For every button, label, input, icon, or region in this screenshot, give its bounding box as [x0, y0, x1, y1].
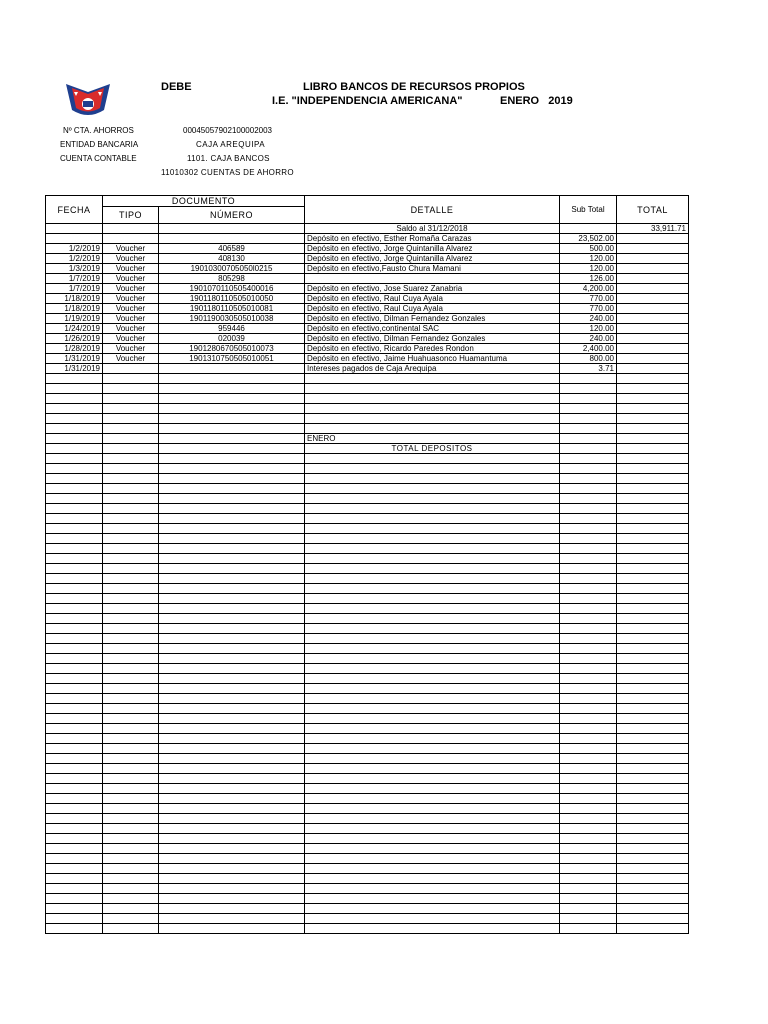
empty-row: [46, 754, 689, 764]
empty-row: [46, 684, 689, 694]
account-number-label: Nº CTA. AHORROS: [63, 126, 134, 135]
empty-row: [46, 844, 689, 854]
opening-balance-row: [46, 224, 689, 234]
row-fecha: 1/7/2019: [46, 274, 103, 284]
empty-row: [46, 814, 689, 824]
row-fecha: 1/24/2019: [46, 324, 103, 334]
empty-row: [46, 414, 689, 424]
col-fecha: FECHA: [46, 196, 103, 224]
empty-row: [46, 864, 689, 874]
empty-row: [46, 554, 689, 564]
row-detalle: Depósito en efectivo, Raul Cuya Ayala: [305, 294, 560, 304]
empty-row: [46, 504, 689, 514]
row-tipo: Voucher: [103, 324, 159, 334]
row-total: [617, 284, 689, 294]
ledger-row: [46, 354, 689, 364]
row-detalle: Depósito en efectivo, Dilman Fernandez Gonzales: [305, 334, 560, 344]
ledger-row: [46, 294, 689, 304]
row-numero: 1901310750505010051: [159, 354, 305, 364]
row-subtotal: 120.00: [560, 254, 617, 264]
row-detalle: Depósito en efectivo, Dilman Fernandez Gonzales: [305, 314, 560, 324]
empty-row: [46, 594, 689, 604]
row-fecha: 1/3/2019: [46, 264, 103, 274]
row-numero: 805298: [159, 274, 305, 284]
empty-row: [46, 574, 689, 584]
row-total: [617, 324, 689, 334]
ledger-title: LIBRO BANCOS DE RECURSOS PROPIOS: [303, 81, 525, 93]
row-numero: 19010300705050l0215: [159, 264, 305, 274]
row-numero: 020039: [159, 334, 305, 344]
empty-row: [46, 774, 689, 784]
row-subtotal: 770.00: [560, 294, 617, 304]
row-tipo: Voucher: [103, 244, 159, 254]
ledger-row: [46, 234, 689, 244]
empty-row: [46, 374, 689, 384]
empty-row: [46, 704, 689, 714]
empty-row: [46, 654, 689, 664]
ledger-row: [46, 314, 689, 324]
row-total: [617, 234, 689, 244]
empty-row: [46, 714, 689, 724]
row-tipo: Voucher: [103, 274, 159, 284]
empty-row: [46, 514, 689, 524]
row-subtotal: 240.00: [560, 334, 617, 344]
row-subtotal: 4,200.00: [560, 284, 617, 294]
ledger-row: [46, 264, 689, 274]
row-subtotal: 240.00: [560, 314, 617, 324]
row-tipo: [103, 364, 159, 374]
row-fecha: 1/28/2019: [46, 344, 103, 354]
empty-row: [46, 584, 689, 594]
empty-row: [46, 854, 689, 864]
row-total: [617, 344, 689, 354]
row-numero: 1901280670505010073: [159, 344, 305, 354]
empty-row: [46, 404, 689, 414]
summary-month: ENERO: [305, 434, 560, 444]
summary-total-label: TOTAL DEPOSITOS: [305, 444, 560, 454]
row-numero: 1901180110505010050: [159, 294, 305, 304]
col-detalle: DETALLE: [305, 196, 560, 224]
row-subtotal: 800.00: [560, 354, 617, 364]
empty-row: [46, 614, 689, 624]
row-tipo: Voucher: [103, 254, 159, 264]
header-row-1: [46, 196, 689, 207]
row-total: [617, 294, 689, 304]
empty-row: [46, 494, 689, 504]
empty-row: [46, 674, 689, 684]
row-subtotal: 500.00: [560, 244, 617, 254]
row-subtotal: 120.00: [560, 264, 617, 274]
ledger-row: [46, 274, 689, 284]
empty-row: [46, 484, 689, 494]
institution-name: I.E. "INDEPENDENCIA AMERICANA": [272, 95, 463, 107]
row-tipo: Voucher: [103, 354, 159, 364]
row-tipo: Voucher: [103, 264, 159, 274]
opening-balance-label: Saldo al 31/12/2018: [305, 224, 560, 234]
row-subtotal: 126.00: [560, 274, 617, 284]
row-numero: 408130: [159, 254, 305, 264]
col-tipo: TIPO: [103, 207, 159, 224]
ledger-period: ENERO 2019: [500, 95, 573, 107]
empty-row: [46, 744, 689, 754]
empty-row: [46, 634, 689, 644]
row-fecha: 1/2/2019: [46, 244, 103, 254]
empty-row: [46, 694, 689, 704]
summary-month-row: [46, 434, 689, 444]
row-fecha: 1/7/2019: [46, 284, 103, 294]
empty-row: [46, 384, 689, 394]
ledger-side: DEBE: [161, 81, 192, 93]
empty-row: [46, 424, 689, 434]
row-numero: 406589: [159, 244, 305, 254]
bank-name: CAJA AREQUIPA: [196, 140, 266, 149]
row-numero: [159, 364, 305, 374]
empty-row: [46, 564, 689, 574]
empty-row: [46, 784, 689, 794]
school-crest-logo: [64, 80, 112, 120]
row-total: [617, 364, 689, 374]
row-detalle: Depósito en efectivo, Jorge Quintanilla Alvarez: [305, 254, 560, 264]
row-detalle: Depósito en efectivo, Esther Romaña Carazas: [305, 234, 560, 244]
row-numero: 1901180110505010081: [159, 304, 305, 314]
row-detalle: Depósito en efectivo, Jaime Huahuasonco Huamantuma: [305, 354, 560, 364]
row-subtotal: 120.00: [560, 324, 617, 334]
empty-row: [46, 824, 689, 834]
empty-row: [46, 544, 689, 554]
row-fecha: 1/19/2019: [46, 314, 103, 324]
row-total: [617, 304, 689, 314]
col-total: TOTAL: [617, 196, 689, 224]
empty-row: [46, 884, 689, 894]
accounting-account: 1101. CAJA BANCOS: [187, 154, 270, 163]
row-total: [617, 254, 689, 264]
row-tipo: Voucher: [103, 344, 159, 354]
ledger-table: [45, 195, 689, 934]
row-numero: 1901070110505400016: [159, 284, 305, 294]
row-subtotal: 770.00: [560, 304, 617, 314]
row-detalle: Depósito en efectivo,Fausto Chura Mamani: [305, 264, 560, 274]
row-numero: 1901190030505010038: [159, 314, 305, 324]
row-total: [617, 354, 689, 364]
row-fecha: 1/26/2019: [46, 334, 103, 344]
savings-subaccount: 11010302 CUENTAS DE AHORRO: [161, 168, 294, 177]
ledger-row: [46, 324, 689, 334]
empty-row: [46, 804, 689, 814]
empty-row: [46, 534, 689, 544]
row-detalle: [305, 274, 560, 284]
empty-row: [46, 394, 689, 404]
row-detalle: Depósito en efectivo, Jorge Quintanilla Alvarez: [305, 244, 560, 254]
empty-row: [46, 724, 689, 734]
row-detalle: Depósito en efectivo, Raul Cuya Ayala: [305, 304, 560, 314]
row-fecha: 1/31/2019: [46, 364, 103, 374]
ledger-row: [46, 344, 689, 354]
row-fecha: 1/18/2019: [46, 294, 103, 304]
col-subtotal: Sub Total: [560, 196, 617, 224]
row-subtotal: 2,400.00: [560, 344, 617, 354]
empty-row: [46, 904, 689, 914]
row-total: [617, 244, 689, 254]
row-fecha: 1/31/2019: [46, 354, 103, 364]
empty-row: [46, 454, 689, 464]
ledger-row: [46, 334, 689, 344]
col-documento: DOCUMENTO: [103, 196, 305, 207]
empty-row: [46, 664, 689, 674]
empty-row: [46, 764, 689, 774]
opening-balance-total: 33,911.71: [617, 224, 689, 234]
empty-row: [46, 604, 689, 614]
row-fecha: 1/2/2019: [46, 254, 103, 264]
empty-row: [46, 734, 689, 744]
empty-row: [46, 894, 689, 904]
col-numero: NÚMERO: [159, 207, 305, 224]
row-detalle: Intereses pagados de Caja Arequipa: [305, 364, 560, 374]
empty-row: [46, 474, 689, 484]
row-numero: [159, 234, 305, 244]
row-subtotal: 3.71: [560, 364, 617, 374]
row-total: [617, 274, 689, 284]
empty-row: [46, 874, 689, 884]
ledger-row: [46, 254, 689, 264]
empty-row: [46, 524, 689, 534]
row-tipo: [103, 234, 159, 244]
row-tipo: Voucher: [103, 284, 159, 294]
empty-row: [46, 794, 689, 804]
empty-row: [46, 924, 689, 934]
row-detalle: Depósito en efectivo, Jose Suarez Zanabria: [305, 284, 560, 294]
summary-total-row: [46, 444, 689, 454]
empty-row: [46, 914, 689, 924]
empty-row: [46, 624, 689, 634]
row-tipo: Voucher: [103, 294, 159, 304]
empty-row: [46, 464, 689, 474]
row-total: [617, 314, 689, 324]
row-tipo: Voucher: [103, 334, 159, 344]
ledger-row: [46, 244, 689, 254]
row-subtotal: 23,502.00: [560, 234, 617, 244]
accounting-account-label: CUENTA CONTABLE: [60, 154, 137, 163]
ledger-row: [46, 304, 689, 314]
ledger-row: [46, 284, 689, 294]
bank-label: ENTIDAD BANCARIA: [60, 140, 139, 149]
row-fecha: 1/18/2019: [46, 304, 103, 314]
empty-row: [46, 644, 689, 654]
empty-row: [46, 834, 689, 844]
row-fecha: [46, 234, 103, 244]
account-number: 00045057902100002003: [183, 126, 272, 135]
row-total: [617, 334, 689, 344]
row-detalle: Depósito en efectivo,continental SAC: [305, 324, 560, 334]
row-tipo: Voucher: [103, 314, 159, 324]
row-total: [617, 264, 689, 274]
row-numero: 959446: [159, 324, 305, 334]
row-tipo: Voucher: [103, 304, 159, 314]
ledger-row: [46, 364, 689, 374]
row-detalle: Depósito en efectivo, Ricardo Paredes Rondon: [305, 344, 560, 354]
